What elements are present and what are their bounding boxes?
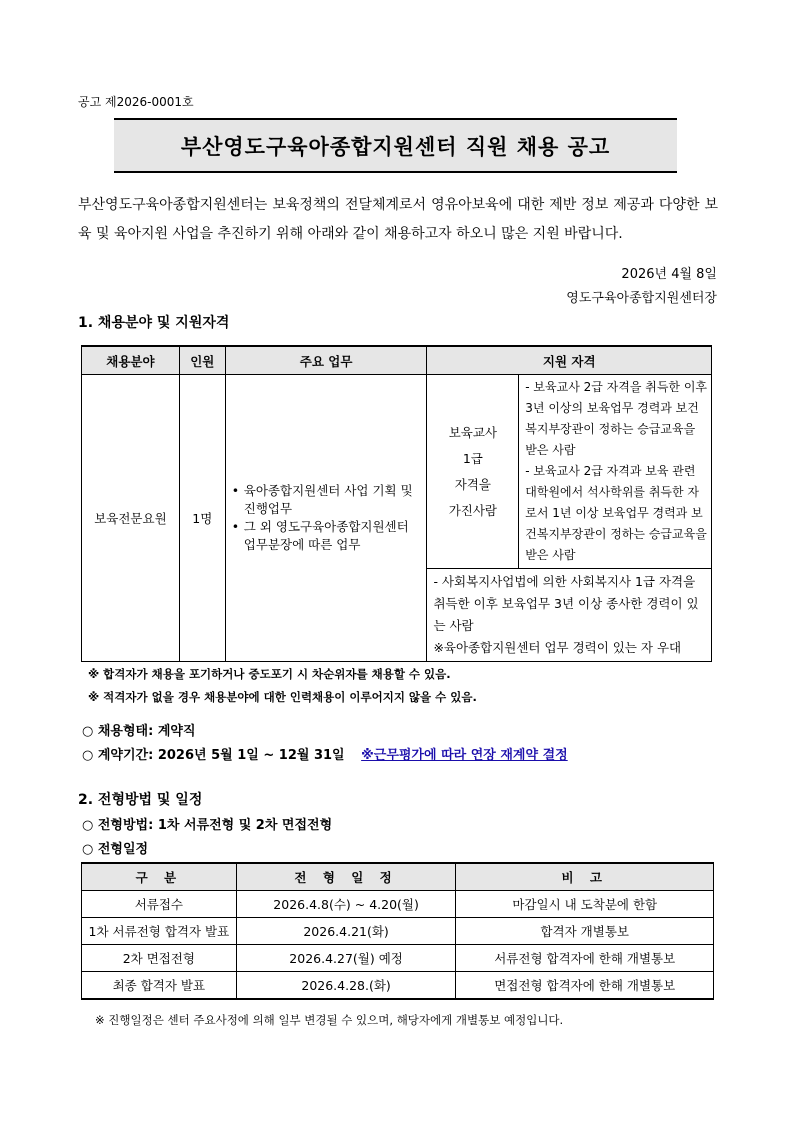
table-header-row	[82, 863, 714, 891]
table-cell: 마감일시 내 도착분에 한함	[456, 891, 714, 918]
contract-period-line	[82, 744, 568, 763]
qual-left-line: 자격을	[454, 476, 491, 492]
selection-method: ○ 전형방법: 1차 서류전형 및 2차 면접전형	[82, 818, 333, 833]
duties-cell	[225, 375, 427, 662]
section-2-heading: 2. 전형방법 및 일정	[78, 792, 203, 808]
header-field: 채용분야	[82, 346, 180, 375]
table-cell: 서류전형 합격자에 한해 개별통보	[456, 945, 714, 972]
section-1-heading: 1. 채용분야 및 지원자격	[78, 315, 230, 331]
table-row	[82, 945, 714, 972]
qual-item: - 보육교사 2급 자격과 보육 관련 대학원에서 석사학위를 취득한 자로서 1년 이상 보육업무 경력과 보건복지부장관이 정하는 승급교육을 받은 사람	[525, 464, 707, 562]
qual-left-cell	[427, 375, 519, 569]
issuer: 영도구육아종합지원센터장	[566, 291, 717, 306]
note-2: ※ 적격자가 없을 경우 채용분야에 대한 인력채용이 이루어지지 않을 수 있음.	[88, 690, 477, 704]
qual-left-line: 1급	[462, 450, 483, 466]
table-cell: 2026.4.27(월) 예정	[236, 945, 456, 972]
count-cell: 1명	[179, 375, 225, 662]
issue-date: 2026년 4월 8일	[621, 267, 717, 282]
field-cell: 보육전문요원	[82, 375, 180, 662]
table-cell: 2차 면접전형	[82, 945, 237, 972]
list-item: • 육아종합지원센터 사업 기획 및 진행업무	[232, 482, 425, 518]
recruitment-table	[81, 345, 712, 662]
table-cell: 1차 서류전형 합격자 발표	[82, 918, 237, 945]
table-row	[82, 918, 714, 945]
schedule-label: ○ 전형일정	[82, 842, 149, 857]
qual-left-line: 보육교사	[448, 424, 498, 440]
table-row	[82, 891, 714, 918]
contract-period: ○ 계약기간: 2026년 5월 1일 ~ 12월 31일	[82, 748, 345, 763]
header-category: 구 분	[82, 863, 237, 891]
header-qualifications: 지원 자격	[427, 346, 712, 375]
qual-item: - 보육교사 2급 자격을 취득한 이후 3년 이상의 보육업무 경력과 보건복지부장관이 정하는 승급교육을 받은 사람	[525, 380, 708, 457]
notice-number: 공고 제2026-0001호	[78, 95, 194, 109]
table-row	[82, 375, 712, 569]
title-box	[114, 118, 677, 173]
table-row	[82, 972, 714, 1000]
issue-block	[566, 263, 717, 311]
header-count: 인원	[179, 346, 225, 375]
table-cell: 2026.4.28.(화)	[236, 972, 456, 1000]
table-header-row	[82, 346, 712, 375]
list-item: • 그 외 영도구육아종합지원센터 업무분장에 따른 업무	[232, 518, 425, 554]
note-1: ※ 합격자가 채용을 포기하거나 중도포기 시 차순위자를 채용할 수 있음.	[88, 667, 451, 681]
employment-type: ○ 채용형태: 계약직	[82, 724, 196, 739]
table-cell: 2026.4.21(화)	[236, 918, 456, 945]
page-title: 부산영도구육아종합지원센터 직원 채용 공고	[180, 134, 611, 159]
qual-right-cell	[519, 375, 712, 569]
contract-renewal-link[interactable]: ※근무평가에 따라 연장 재계약 결정	[361, 748, 568, 763]
qual-left-line: 가진사람	[448, 502, 498, 518]
table-cell: 서류접수	[82, 891, 237, 918]
qual-preference: ※육아종합지원센터 업무 경력이 있는 자 우대	[433, 640, 682, 655]
duties-list	[228, 482, 425, 554]
intro-paragraph: 부산영도구육아종합지원센터는 보육정책의 전달체계로서 영유아보육에 대한 제반 정보 제공과 다양한 보육 및 육아지원 사업을 추진하기 위해 아래와 같이 채용하고자 하오니 많은 지원 바랍니다.	[78, 197, 718, 242]
table-cell: 최종 합격자 발표	[82, 972, 237, 1000]
header-schedule: 전 형 일 정	[236, 863, 456, 891]
table-cell: 합격자 개별통보	[456, 918, 714, 945]
qual-social-text: - 사회복지사업법에 의한 사회복지사 1급 자격을 취득한 이후 보육업무 3년 이상 종사한 경력이 있는 사람	[433, 574, 699, 633]
table-cell: 면접전형 합격자에 한해 개별통보	[456, 972, 714, 1000]
schedule-footnote: ※ 진행일정은 센터 주요사정에 의해 일부 변경될 수 있으며, 해당자에게 개별통보 예정입니다.	[95, 1013, 564, 1027]
qual-right-text	[519, 375, 711, 568]
table-cell: 2026.4.8(수) ~ 4.20(월)	[236, 891, 456, 918]
header-remarks: 비 고	[456, 863, 714, 891]
header-duties: 주요 업무	[225, 346, 427, 375]
schedule-table	[81, 862, 714, 1000]
qual-social-cell	[427, 569, 712, 662]
